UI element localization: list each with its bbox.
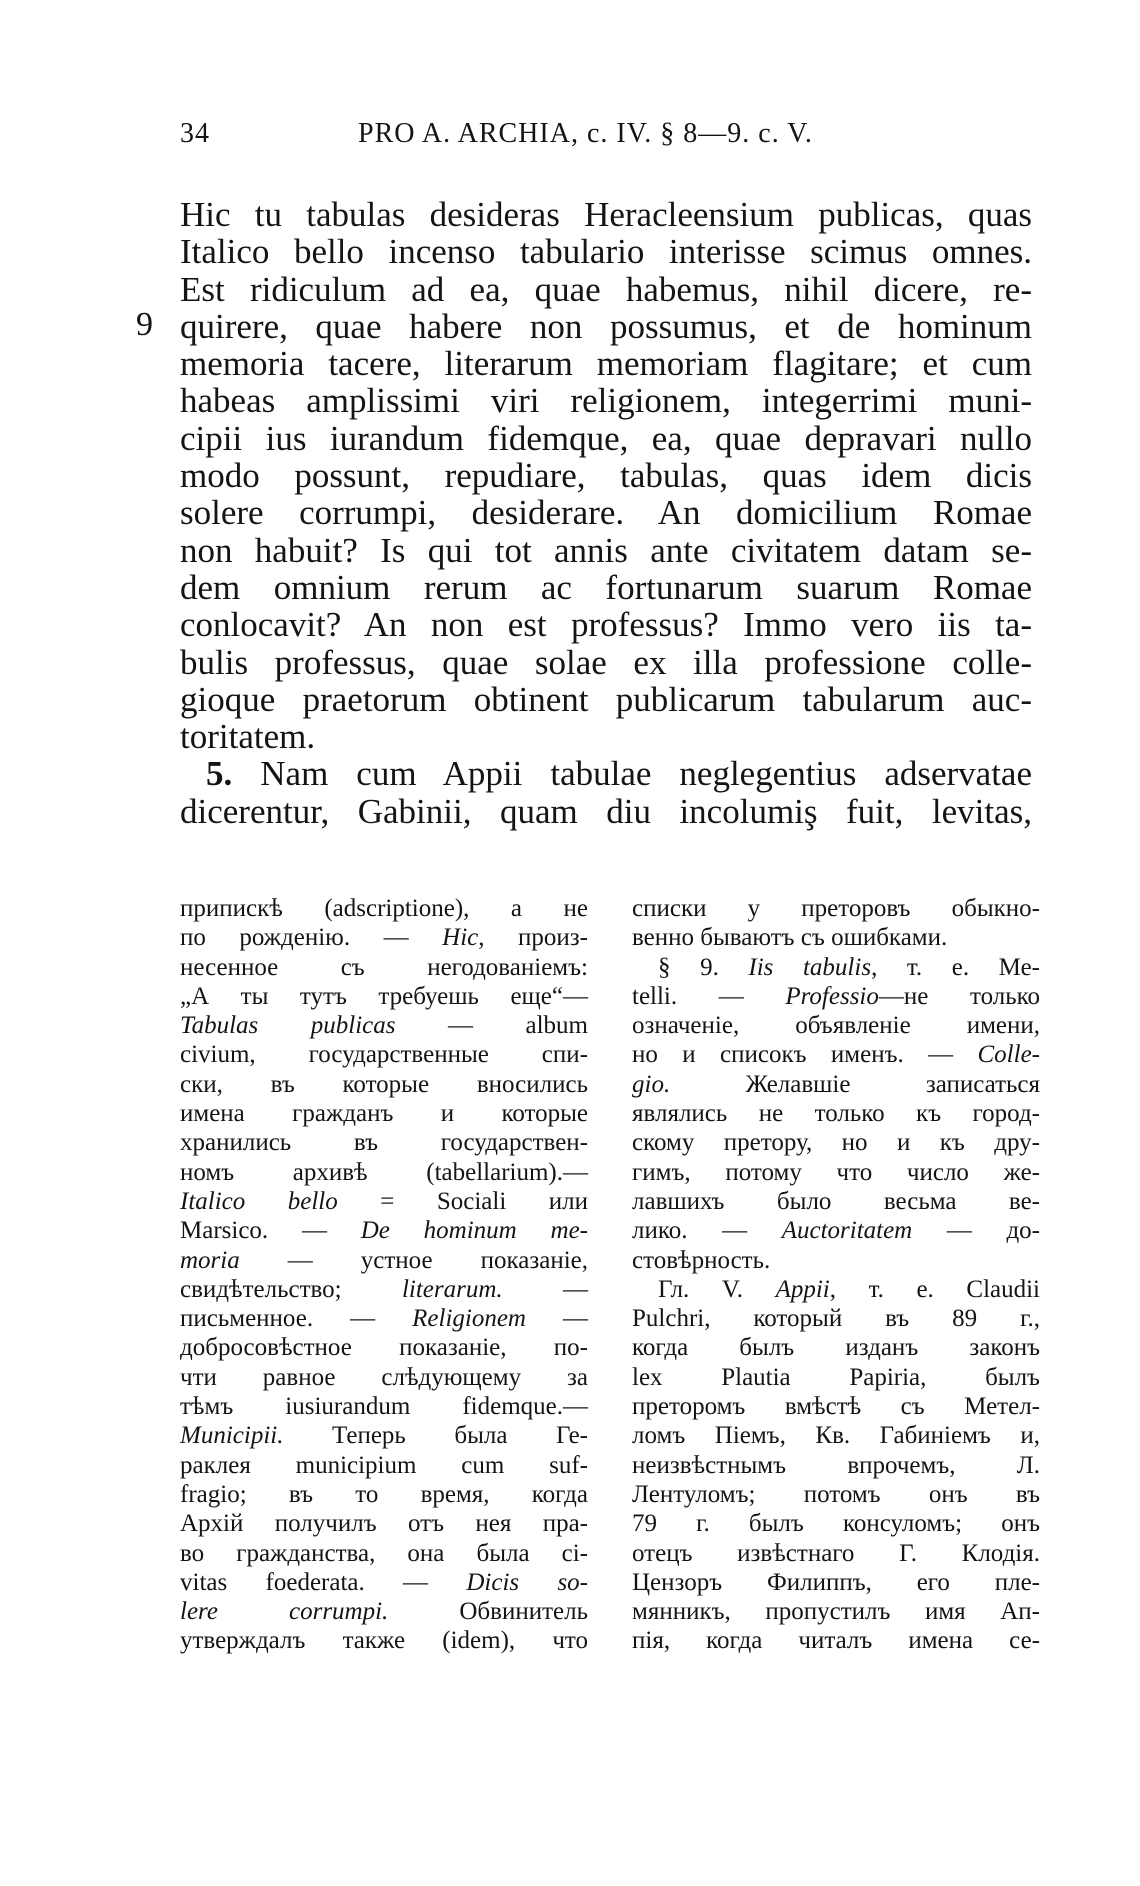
note-lemma: gio. xyxy=(632,1070,671,1098)
note-lemma: Appii xyxy=(775,1275,830,1303)
note-line: чти равное слѣдующему за xyxy=(180,1363,588,1391)
note-line: Лентуломъ; потомъ онъ въ xyxy=(632,1480,1040,1508)
note-lemma: Religionem xyxy=(412,1305,526,1333)
note-line: неизвѣстнымъ впрочемъ, Л. xyxy=(632,1451,1040,1479)
note-line xyxy=(180,1568,588,1597)
note-text: — устное показаніе, xyxy=(239,1246,588,1274)
note-line: лавшихъ было весьма ве- xyxy=(632,1187,1040,1215)
note-line: списки у преторовъ обыкно- xyxy=(632,895,1040,922)
main-text-line: solere corrumpi, desiderare. An domicilium Romae xyxy=(180,493,1032,533)
note-text: но и списокъ именъ. — xyxy=(632,1041,978,1069)
note-line xyxy=(180,1597,588,1626)
note-line xyxy=(632,1216,1040,1245)
note-text: Желавшіе записаться xyxy=(670,1070,1040,1098)
note-line: когда былъ изданъ законъ xyxy=(632,1334,1040,1362)
note-text: Marsico. — xyxy=(180,1217,361,1245)
note-lemma: Municipii. xyxy=(180,1422,284,1450)
note-lemma: lere corrumpi. xyxy=(180,1598,389,1626)
note-line: civium, государственные спи- xyxy=(180,1041,588,1069)
note-line xyxy=(180,1246,588,1275)
note-text: лико. — xyxy=(632,1217,782,1245)
main-text-line: toritatem. xyxy=(180,717,316,757)
note-lemma: Iis tabulis xyxy=(748,953,872,981)
note-line: Архій получилъ отъ нея пра- xyxy=(180,1510,588,1538)
note-lemma: Colle- xyxy=(977,1041,1040,1069)
main-text-line: Italico bello incenso tabulario interisse scimus omnes. xyxy=(180,232,1032,272)
note-line xyxy=(632,1070,1040,1099)
main-text-line: habeas amplissimi viri religionem, integerrimi muni- xyxy=(180,381,1032,421)
note-text: по рожденію. — xyxy=(180,924,443,952)
main-text-line: quirere, quae habere non possumus, et de hominum xyxy=(180,306,1032,346)
note-line: добросовѣстное показаніе, по- xyxy=(180,1334,588,1362)
margin-section-number: 9 xyxy=(136,306,153,343)
main-text-line: bulis professus, quae solae ex illa professione colle- xyxy=(180,642,1032,682)
note-lemma: literarum. xyxy=(401,1275,503,1303)
note-line: Цензоръ Филиппъ, его пле- xyxy=(632,1568,1040,1596)
note-line: несенное съ негодованіемъ: xyxy=(180,953,588,981)
note-text: письменное. — xyxy=(180,1305,413,1333)
main-text-line: dicerentur, Gabinii, quam diu incolumiş fuit, levitas, xyxy=(180,791,1032,831)
note-line: пія, когда читалъ имена се- xyxy=(632,1627,1040,1655)
note-lemma: Dicis so- xyxy=(466,1568,589,1596)
section-start-line xyxy=(180,755,1032,792)
note-line: lex Plautia Papiria, былъ xyxy=(632,1363,1040,1391)
note-line xyxy=(632,1275,1040,1304)
page-number: 34 xyxy=(180,118,210,149)
note-line xyxy=(180,1304,588,1333)
note-line: 79 г. былъ консуломъ; онъ xyxy=(632,1510,1040,1538)
note-line: во гражданства, она была ci- xyxy=(180,1539,588,1567)
main-text-line: modo possunt, repudiare, tabulas, quas idem dicis xyxy=(180,456,1032,496)
note-line xyxy=(632,1040,1040,1069)
note-text: , произ- xyxy=(478,924,588,952)
note-line: преторомъ вмѣстѣ съ Метел- xyxy=(632,1393,1040,1421)
note-text: — до- xyxy=(912,1217,1040,1245)
note-text: Гл. V. xyxy=(658,1275,776,1303)
running-title: PRO A. ARCHIA, c. IV. § 8—9. c. V. xyxy=(358,118,813,149)
note-lemma: Tabulas publicas xyxy=(180,1012,396,1040)
note-line: стовѣрность. xyxy=(632,1246,771,1274)
note-text: , т. е. Ме- xyxy=(871,953,1041,981)
note-line xyxy=(180,1011,588,1040)
main-text-line: memoria tacere, literarum memoriam flagitare; et cum xyxy=(180,344,1032,384)
note-line: раклея municipium cum suf- xyxy=(180,1451,588,1479)
note-text: Обвинитель xyxy=(388,1598,588,1626)
note-line: означеніе, объявленіе имени, xyxy=(632,1012,1040,1040)
note-line xyxy=(180,1275,588,1304)
note-text: — xyxy=(502,1275,588,1303)
note-line: скому претору, но и къ дру- xyxy=(632,1129,1040,1157)
commentary-column-right xyxy=(632,894,1040,1656)
section-text: Nam cum Appii tabulae neglegentius adservatae xyxy=(260,754,1033,794)
note-text: vitas foederata. — xyxy=(180,1568,467,1596)
note-line: имена гражданъ и которые xyxy=(180,1100,588,1128)
note-text: telli. — xyxy=(632,982,786,1010)
main-text-line: gioque praetorum obtinent publicarum tabularum auc- xyxy=(180,679,1032,719)
note-line: венно бываютъ съ ошибками. xyxy=(632,924,948,952)
note-line: fragio; въ то время, когда xyxy=(180,1480,588,1508)
note-text: , т. е. Claudii xyxy=(829,1275,1040,1303)
note-line xyxy=(632,953,1040,982)
note-line: ски, въ которые вносились xyxy=(180,1070,588,1098)
note-lemma: De hominum me- xyxy=(360,1217,589,1245)
note-line xyxy=(632,982,1040,1011)
running-header xyxy=(180,118,1040,162)
note-line: припискѣ (adscriptione), а не xyxy=(180,895,588,922)
note-line xyxy=(180,1421,588,1450)
note-line: хранились въ государствен- xyxy=(180,1129,588,1157)
note-line: Pulchri, который въ 89 г., xyxy=(632,1305,1040,1333)
note-line: гимъ, потому что число же- xyxy=(632,1158,1040,1186)
note-line: мянникъ, пропустилъ имя Ап- xyxy=(632,1598,1040,1626)
main-text-line: cipii ius iurandum fidemque, ea, quae depravari nullo xyxy=(180,418,1032,458)
note-line xyxy=(180,1216,588,1245)
note-line: тѣмъ iusiurandum fidemque.— xyxy=(180,1393,588,1421)
main-text-line: Est ridiculum ad ea, quae habemus, nihil dicere, re- xyxy=(180,269,1032,309)
note-text: — xyxy=(525,1305,588,1333)
note-line: „А ты тутъ требуешь еще“— xyxy=(180,982,588,1010)
note-lemma: Auctoritatem xyxy=(781,1217,913,1245)
note-text: = Sociali или xyxy=(337,1187,588,1215)
main-text-line: non habuit? Is qui tot annis ante civitatem datam se- xyxy=(180,530,1032,570)
main-text-line: dem omnium rerum ac fortunarum suarum Romae xyxy=(180,567,1032,607)
note-line: являлись не только къ город- xyxy=(632,1100,1040,1128)
latin-main-text xyxy=(180,196,1032,830)
note-line: номъ архивѣ (tabellarium).— xyxy=(180,1158,588,1186)
note-text: свидѣтельство; xyxy=(180,1275,402,1303)
note-text: — album xyxy=(395,1012,588,1040)
note-line: ломъ Піемъ, Кв. Габиніемъ и, xyxy=(632,1422,1040,1450)
note-text: Теперь была Ге- xyxy=(283,1422,588,1450)
note-lemma: Professio xyxy=(785,982,879,1010)
main-text-line: conlocavit? An non est professus? Immo vero iis ta- xyxy=(180,605,1032,645)
commentary-column-left xyxy=(180,894,588,1656)
note-line: утверждалъ также (idem), что xyxy=(180,1627,588,1655)
note-text: § 9. xyxy=(658,953,749,981)
note-text: —не только xyxy=(878,982,1040,1010)
note-lemma: moria xyxy=(180,1246,240,1274)
note-lemma: Hic xyxy=(442,924,479,952)
note-line xyxy=(180,923,588,952)
note-line xyxy=(180,1187,588,1216)
section-number: 5. xyxy=(206,754,233,794)
note-lemma: Italico bello xyxy=(180,1187,338,1215)
main-text-line: Hic tu tabulas desideras Heracleensium publicas, quas xyxy=(180,195,1032,234)
note-line: отецъ извѣстнаго Г. Клодія. xyxy=(632,1539,1040,1567)
